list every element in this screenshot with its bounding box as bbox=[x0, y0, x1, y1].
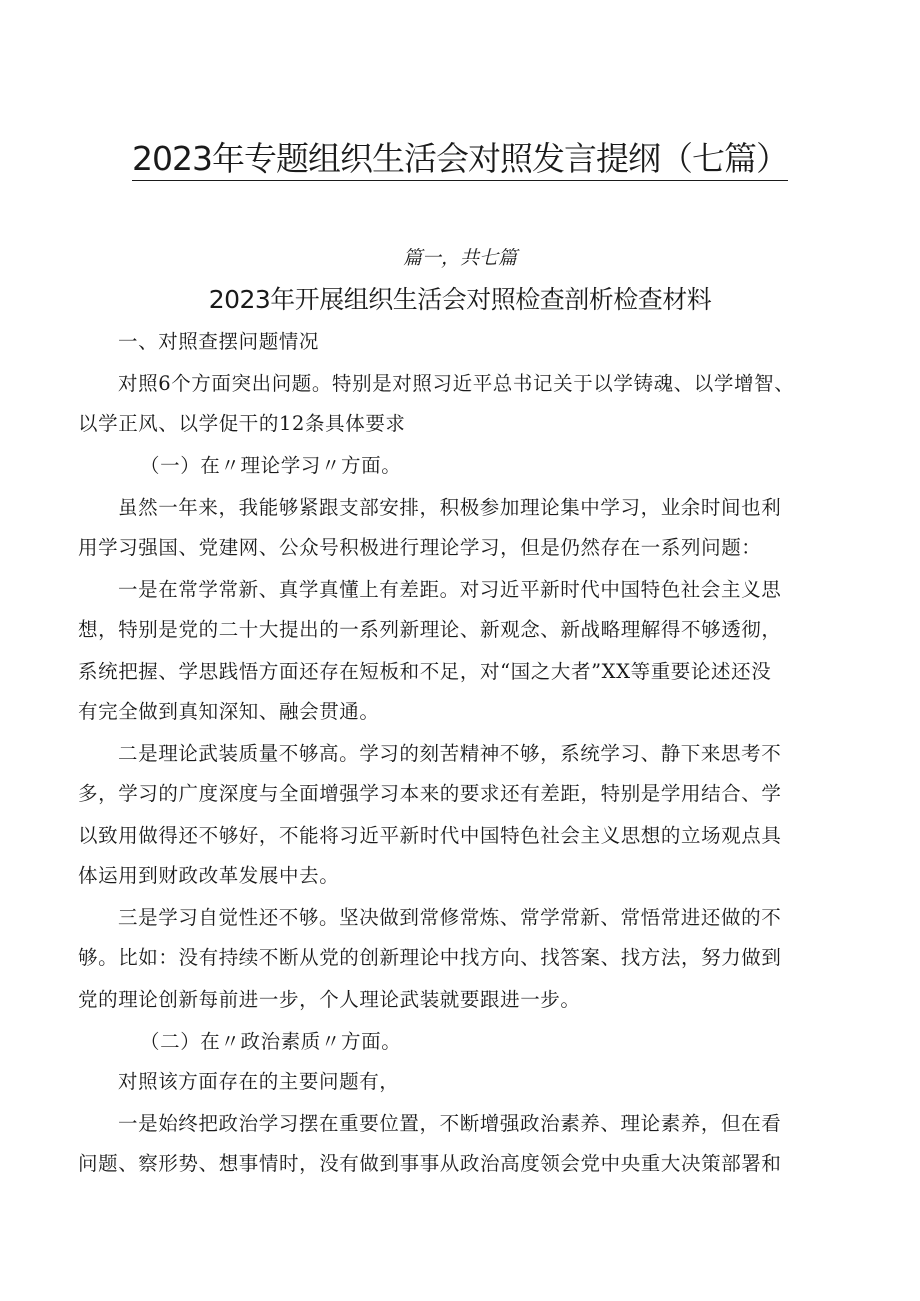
paragraph-line: 体运用到财政改革发展中去。 bbox=[78, 864, 340, 887]
paragraph-line: 有完全做到真知深知、融会贯通。 bbox=[78, 700, 380, 723]
paragraph-line: 对照该方面存在的主要问题有， bbox=[118, 1070, 400, 1093]
paragraph-line: 党的理论创新每前进一步，个人理论武装就要跟进一步。 bbox=[78, 988, 581, 1011]
subsection-heading: （二）在〃政治素质〃方面。 bbox=[140, 1030, 402, 1053]
paragraph-line: 虽然一年来，我能够紧跟支部安排，积极参加理论集中学习，业余时间也利 bbox=[118, 496, 782, 519]
section-heading: 一、对照查摆问题情况 bbox=[118, 330, 320, 353]
sub-title: 2023年开展组织生活会对照检查剖析检查材料 bbox=[208, 285, 712, 314]
paragraph-line: 用学习强国、党建网、公众号积极进行理论学习，但是仍然存在一系列问题： bbox=[78, 536, 762, 559]
paragraph-line: 三是学习自觉性还不够。坚决做到常修常炼、常学常新、常悟常进还做的不 bbox=[118, 906, 782, 929]
paragraph-line: 问题、察形势、想事情时，没有做到事事从政治高度领会党中央重大决策部署和 bbox=[78, 1152, 782, 1175]
part-label: 篇一，共七篇 bbox=[402, 247, 517, 269]
paragraph-line: 二是理论武装质量不够高。学习的刻苦精神不够，系统学习、静下来思考不 bbox=[118, 742, 782, 765]
paragraph-line: 一是在常学常新、真学真懂上有差距。对习近平新时代中国特色社会主义思 bbox=[118, 578, 782, 601]
paragraph-line: 够。比如：没有持续不断从党的创新理论中找方向、找答案、找方法，努力做到 bbox=[78, 946, 782, 969]
paragraph-line: 以致用做得还不够好，不能将习近平新时代中国特色社会主义思想的立场观点具 bbox=[78, 824, 782, 847]
subsection-heading: （一）在〃理论学习〃方面。 bbox=[140, 454, 402, 477]
paragraph-line: 多，学习的广度深度与全面增强学习本来的要求还有差距，特别是学用结合、学 bbox=[78, 782, 782, 805]
paragraph-line: 以学正风、以学促干的12条具体要求 bbox=[78, 412, 406, 435]
paragraph-line: 一是始终把政治学习摆在重要位置，不断增强政治素养、理论素养，但在看 bbox=[118, 1112, 782, 1135]
main-title bbox=[0, 136, 920, 182]
paragraph-line: 想，特别是党的二十大提出的一系列新理论、新观念、新战略理解得不够透彻， bbox=[78, 618, 782, 641]
paragraph-line: 对照6个方面突出问题。特别是对照习近平总书记关于以学铸魂、以学增智、 bbox=[118, 372, 795, 395]
main-title-text: 2023年专题组织生活会对照发言提纲（七篇） bbox=[132, 139, 788, 181]
paragraph-line: 系统把握、学思践悟方面还存在短板和不足，对“国之大者”XX等重要论述还没 bbox=[78, 660, 772, 683]
